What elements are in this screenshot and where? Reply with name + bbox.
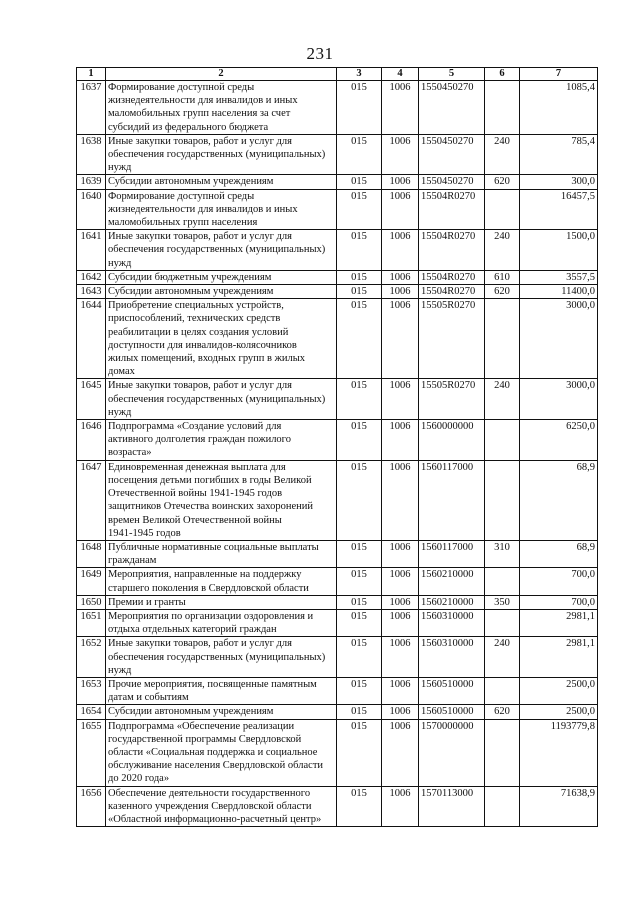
table-row (77, 568, 598, 595)
table-row (77, 705, 598, 719)
item-name-line: Мероприятия по организации оздоровления и (108, 610, 314, 622)
code-column-4-cell: 1006 (382, 540, 419, 567)
code-column-5-cell: 15504R0270 (419, 230, 485, 271)
code-column-6-cell (485, 81, 520, 135)
code-column-4-cell: 1006 (382, 189, 419, 230)
item-name-line: субсидий из федерального бюджета (108, 121, 269, 133)
code-column-6-cell: 610 (485, 270, 520, 284)
column-header: 2 (106, 68, 337, 81)
code-column-5-cell: 1560210000 (419, 595, 485, 609)
item-name-cell (106, 81, 337, 135)
item-name-cell (106, 379, 337, 420)
row-number-cell: 1639 (77, 175, 106, 189)
code-column-5-cell: 1560117000 (419, 460, 485, 540)
item-name-line: времен Великой Отечественной войны (108, 514, 282, 526)
item-name-line: Единовременная денежная выплата для (108, 461, 286, 473)
item-name-line: Субсидии бюджетным учреждениям (108, 271, 272, 283)
row-number-cell: 1656 (77, 786, 106, 827)
code-column-3-cell: 015 (337, 230, 382, 271)
code-column-3-cell: 015 (337, 285, 382, 299)
code-column-6-cell: 240 (485, 637, 520, 678)
code-column-5-cell: 15505R0270 (419, 379, 485, 420)
item-name-line: Иные закупки товаров, работ и услуг для (108, 231, 292, 243)
amount-cell: 3000,0 (520, 379, 598, 420)
item-name-cell (106, 568, 337, 595)
code-column-5-cell: 1550450270 (419, 81, 485, 135)
item-name-line: маломобильных групп населения (108, 217, 258, 229)
row-number-cell: 1644 (77, 299, 106, 379)
item-name-line: гражданам (108, 555, 157, 567)
item-name-line: маломобильных групп населения за счет (108, 108, 291, 120)
item-name-line: Иные закупки товаров, работ и услуг для (108, 380, 292, 392)
code-column-3-cell: 015 (337, 379, 382, 420)
item-name-cell (106, 285, 337, 299)
code-column-6-cell: 350 (485, 595, 520, 609)
table-row (77, 189, 598, 230)
amount-cell: 11400,0 (520, 285, 598, 299)
item-name-line: области «Социальная поддержка и социальное (108, 746, 318, 758)
item-name-line: Субсидии автономным учреждениям (108, 706, 274, 718)
code-column-6-cell (485, 568, 520, 595)
item-name-line: Приобретение специальных устройств, (108, 300, 284, 312)
code-column-5-cell: 1550450270 (419, 175, 485, 189)
amount-cell: 3000,0 (520, 299, 598, 379)
code-column-4-cell: 1006 (382, 460, 419, 540)
item-name-line: доступности для инвалидов-колясочников (108, 339, 297, 351)
item-name-line: казенного учреждения Свердловской области (108, 800, 312, 812)
code-column-6-cell (485, 420, 520, 461)
code-column-3-cell: 015 (337, 677, 382, 704)
row-number-cell: 1652 (77, 637, 106, 678)
code-column-3-cell: 015 (337, 595, 382, 609)
row-number-cell: 1640 (77, 189, 106, 230)
item-name-cell (106, 677, 337, 704)
item-name-line: активного долголетия граждан пожилого (108, 434, 291, 446)
table-row (77, 81, 598, 135)
code-column-3-cell: 015 (337, 568, 382, 595)
table-row (77, 230, 598, 271)
code-column-5-cell: 15504R0270 (419, 189, 485, 230)
code-column-6-cell: 240 (485, 379, 520, 420)
row-number-cell: 1655 (77, 719, 106, 786)
code-column-5-cell: 1560117000 (419, 540, 485, 567)
code-column-6-cell: 240 (485, 230, 520, 271)
table-row (77, 595, 598, 609)
item-name-line: Субсидии автономным учреждениям (108, 286, 274, 298)
item-name-line: Подпрограмма «Обеспечение реализации (108, 720, 295, 732)
item-name-line: Прочие мероприятия, посвященные памятным (108, 678, 317, 690)
code-column-3-cell: 015 (337, 134, 382, 175)
table-row (77, 786, 598, 827)
code-column-3-cell: 015 (337, 460, 382, 540)
table-row (77, 460, 598, 540)
item-name-cell (106, 270, 337, 284)
row-number-cell: 1642 (77, 270, 106, 284)
header-row (77, 68, 598, 81)
amount-cell: 700,0 (520, 568, 598, 595)
item-name-line: нужд (108, 162, 132, 174)
item-name-line: защитников Отечества воинских захоронений (108, 501, 314, 513)
table-row (77, 134, 598, 175)
budget-table (76, 67, 598, 827)
code-column-5-cell: 1560510000 (419, 705, 485, 719)
amount-cell: 1500,0 (520, 230, 598, 271)
amount-cell: 700,0 (520, 595, 598, 609)
code-column-4-cell: 1006 (382, 595, 419, 609)
item-name-cell (106, 230, 337, 271)
row-number-cell: 1641 (77, 230, 106, 271)
item-name-line: до 2020 года» (108, 773, 170, 785)
row-number-cell: 1645 (77, 379, 106, 420)
row-number-cell: 1638 (77, 134, 106, 175)
amount-cell: 6250,0 (520, 420, 598, 461)
code-column-3-cell: 015 (337, 175, 382, 189)
item-name-line: отдыха отдельных категорий граждан (108, 624, 277, 636)
code-column-4-cell: 1006 (382, 81, 419, 135)
amount-cell: 2500,0 (520, 677, 598, 704)
amount-cell: 2500,0 (520, 705, 598, 719)
row-number-cell: 1643 (77, 285, 106, 299)
item-name-line: 1941-1945 годов (108, 527, 181, 539)
item-name-line: Формирование доступной среды (108, 82, 255, 93)
code-column-4-cell: 1006 (382, 705, 419, 719)
table-row (77, 175, 598, 189)
code-column-4-cell: 1006 (382, 719, 419, 786)
code-column-4-cell: 1006 (382, 230, 419, 271)
code-column-4-cell: 1006 (382, 270, 419, 284)
item-name-line: государственной программы Свердловской (108, 733, 302, 745)
column-header: 5 (419, 68, 485, 81)
item-name-cell (106, 609, 337, 636)
code-column-6-cell (485, 189, 520, 230)
table-row (77, 677, 598, 704)
code-column-4-cell: 1006 (382, 677, 419, 704)
code-column-4-cell: 1006 (382, 175, 419, 189)
item-name-line: Отечественной войны 1941-1945 годов (108, 488, 283, 500)
item-name-cell (106, 637, 337, 678)
table-row (77, 299, 598, 379)
item-name-line: жизнедеятельности для инвалидов и иных (108, 203, 298, 215)
row-number-cell: 1651 (77, 609, 106, 636)
code-column-3-cell: 015 (337, 705, 382, 719)
table-row (77, 379, 598, 420)
code-column-4-cell: 1006 (382, 134, 419, 175)
code-column-5-cell: 1560210000 (419, 568, 485, 595)
item-name-cell (106, 705, 337, 719)
item-name-line: «Областной информационно-расчетный центр» (108, 813, 322, 825)
code-column-3-cell: 015 (337, 719, 382, 786)
amount-cell: 68,9 (520, 540, 598, 567)
item-name-line: нужд (108, 257, 132, 269)
page-number: 231 (306, 44, 334, 63)
code-column-3-cell: 015 (337, 189, 382, 230)
code-column-6-cell (485, 460, 520, 540)
amount-cell: 2981,1 (520, 609, 598, 636)
code-column-3-cell: 015 (337, 540, 382, 567)
item-name-line: обеспечения государственных (муниципальных) (108, 244, 326, 256)
table-row (77, 270, 598, 284)
item-name-line: Формирование доступной среды (108, 190, 255, 202)
amount-cell: 1085,4 (520, 81, 598, 135)
code-column-3-cell: 015 (337, 637, 382, 678)
column-header: 7 (520, 68, 598, 81)
item-name-cell (106, 595, 337, 609)
code-column-5-cell: 1560000000 (419, 420, 485, 461)
code-column-5-cell: 15505R0270 (419, 299, 485, 379)
amount-cell: 1193779,8 (520, 719, 598, 786)
amount-cell: 16457,5 (520, 189, 598, 230)
item-name-cell (106, 420, 337, 461)
code-column-4-cell: 1006 (382, 786, 419, 827)
item-name-line: нужд (108, 664, 132, 676)
code-column-6-cell: 620 (485, 705, 520, 719)
row-number-cell: 1637 (77, 81, 106, 135)
code-column-5-cell: 1570000000 (419, 719, 485, 786)
item-name-cell (106, 175, 337, 189)
item-name-line: посещения детьми погибших в годы Великой (108, 474, 312, 486)
item-name-line: Мероприятия, направленные на поддержку (108, 569, 302, 581)
item-name-cell (106, 719, 337, 786)
code-column-5-cell: 1570113000 (419, 786, 485, 827)
item-name-line: нужд (108, 406, 132, 418)
code-column-6-cell (485, 786, 520, 827)
code-column-3-cell: 015 (337, 81, 382, 135)
item-name-line: Подпрограмма «Создание условий для (108, 421, 282, 433)
code-column-6-cell (485, 719, 520, 786)
table-body (77, 81, 598, 827)
item-name-line: жизнедеятельности для инвалидов и иных (108, 95, 298, 107)
amount-cell: 2981,1 (520, 637, 598, 678)
item-name-line: Обеспечение деятельности государственного (108, 787, 311, 799)
table-row (77, 420, 598, 461)
code-column-4-cell: 1006 (382, 568, 419, 595)
table-row (77, 285, 598, 299)
code-column-3-cell: 015 (337, 299, 382, 379)
item-name-line: Иные закупки товаров, работ и услуг для (108, 638, 292, 650)
code-column-4-cell: 1006 (382, 285, 419, 299)
code-column-3-cell: 015 (337, 270, 382, 284)
table-row (77, 609, 598, 636)
item-name-line: обеспечения государственных (муниципальных) (108, 149, 326, 161)
item-name-line: старшего поколения в Свердловской области (108, 582, 309, 594)
code-column-4-cell: 1006 (382, 637, 419, 678)
code-column-5-cell: 1550450270 (419, 134, 485, 175)
row-number-cell: 1647 (77, 460, 106, 540)
code-column-6-cell: 240 (485, 134, 520, 175)
table-row (77, 719, 598, 786)
column-header: 3 (337, 68, 382, 81)
code-column-5-cell: 1560510000 (419, 677, 485, 704)
item-name-line: возраста» (108, 447, 152, 459)
item-name-line: домах (108, 366, 135, 378)
code-column-3-cell: 015 (337, 420, 382, 461)
item-name-line: обслуживание населения Свердловской области (108, 760, 324, 772)
table-row (77, 540, 598, 567)
code-column-6-cell (485, 299, 520, 379)
table-row (77, 637, 598, 678)
amount-cell: 3557,5 (520, 270, 598, 284)
item-name-cell (106, 460, 337, 540)
item-name-line: приспособлений, технических средств (108, 313, 281, 325)
item-name-line: Публичные нормативные социальные выплаты (108, 541, 319, 553)
code-column-3-cell: 015 (337, 786, 382, 827)
code-column-6-cell: 620 (485, 175, 520, 189)
item-name-cell (106, 540, 337, 567)
code-column-5-cell: 1560310000 (419, 609, 485, 636)
code-column-5-cell: 15504R0270 (419, 270, 485, 284)
item-name-line: датам и событиям (108, 692, 189, 704)
column-header: 1 (77, 68, 106, 81)
code-column-6-cell (485, 609, 520, 636)
item-name-cell (106, 299, 337, 379)
item-name-cell (106, 134, 337, 175)
column-header: 6 (485, 68, 520, 81)
row-number-cell: 1646 (77, 420, 106, 461)
item-name-line: Субсидии автономным учреждениям (108, 176, 274, 188)
item-name-line: обеспечения государственных (муниципальных) (108, 393, 326, 405)
amount-cell: 785,4 (520, 134, 598, 175)
amount-cell: 68,9 (520, 460, 598, 540)
item-name-line: обеспечения государственных (муниципальных) (108, 651, 326, 663)
row-number-cell: 1654 (77, 705, 106, 719)
amount-cell: 300,0 (520, 175, 598, 189)
item-name-line: Иные закупки товаров, работ и услуг для (108, 135, 292, 147)
code-column-4-cell: 1006 (382, 420, 419, 461)
code-column-6-cell: 620 (485, 285, 520, 299)
code-column-4-cell: 1006 (382, 379, 419, 420)
row-number-cell: 1650 (77, 595, 106, 609)
code-column-4-cell: 1006 (382, 299, 419, 379)
row-number-cell: 1649 (77, 568, 106, 595)
amount-cell: 71638,9 (520, 786, 598, 827)
code-column-5-cell: 1560310000 (419, 637, 485, 678)
code-column-6-cell (485, 677, 520, 704)
row-number-cell: 1653 (77, 677, 106, 704)
code-column-4-cell: 1006 (382, 609, 419, 636)
row-number-cell: 1648 (77, 540, 106, 567)
item-name-cell (106, 786, 337, 827)
code-column-3-cell: 015 (337, 609, 382, 636)
item-name-cell (106, 189, 337, 230)
item-name-line: жилых помещений, входных групп в жилых (108, 353, 306, 365)
code-column-6-cell: 310 (485, 540, 520, 567)
code-column-5-cell: 15504R0270 (419, 285, 485, 299)
item-name-line: Премии и гранты (108, 596, 186, 608)
column-header: 4 (382, 68, 419, 81)
item-name-line: реабилитации в целях создания условий (108, 326, 289, 338)
